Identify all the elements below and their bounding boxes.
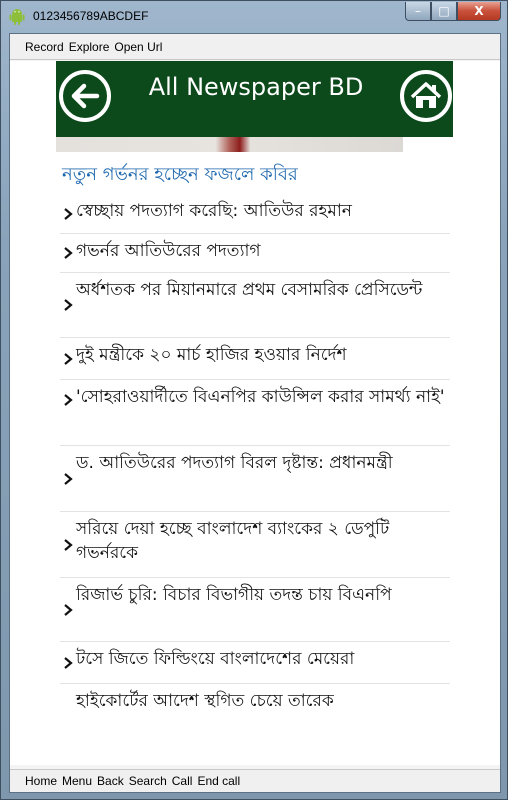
chevron-right-icon xyxy=(62,351,74,367)
home-button[interactable] xyxy=(400,70,452,122)
close-button[interactable] xyxy=(457,2,501,21)
chevron-right-icon xyxy=(62,206,74,222)
news-item[interactable] xyxy=(60,194,450,234)
window-title: 0123456789ABCDEF xyxy=(33,9,149,23)
nav-call[interactable]: Call xyxy=(171,774,193,788)
news-item[interactable] xyxy=(60,642,450,684)
menu-explore[interactable]: Explore xyxy=(68,39,110,54)
news-item[interactable] xyxy=(60,338,450,380)
news-item[interactable] xyxy=(60,380,450,446)
minimize-button[interactable] xyxy=(405,2,431,21)
minimize-icon: – xyxy=(415,4,421,18)
menu-record[interactable]: Record xyxy=(25,39,64,54)
nav-home[interactable]: Home xyxy=(25,774,58,788)
device-navbar xyxy=(10,769,500,792)
news-title: গভর্নর আতিউরের পদত্যাগ xyxy=(76,241,261,261)
news-title: সরিয়ে দেয়া হচ্ছে বাংলাদেশ ব্যাংকের ২ ডেপুটি গভর্নরকে xyxy=(76,519,390,563)
news-item[interactable] xyxy=(60,684,450,724)
chevron-right-icon xyxy=(62,245,74,261)
nav-menu[interactable]: Menu xyxy=(62,774,93,788)
news-title: হাইকোর্টের আদেশ স্থগিত চেয়ে তারেক xyxy=(76,691,334,711)
maximize-icon: □ xyxy=(438,4,450,18)
back-button[interactable] xyxy=(59,70,111,122)
banner-image xyxy=(56,137,403,152)
news-list xyxy=(60,194,450,724)
maximize-button[interactable] xyxy=(431,2,457,21)
news-title: স্বেচ্ছায় পদত্যাগ করেছি: আতিউর রহমান xyxy=(76,201,352,221)
news-item[interactable] xyxy=(60,234,450,273)
window-controls xyxy=(405,2,501,21)
close-icon: X xyxy=(474,4,484,18)
news-title: ড. আতিউরের পদত্যাগ বিরল দৃষ্টান্ত: প্রধানমন্ত্রী xyxy=(76,453,393,473)
headline-link[interactable]: নতুন গর্ভনর হচ্ছেন ফজলে কবির xyxy=(62,164,298,185)
home-icon xyxy=(404,74,448,118)
news-title: অর্ধশতক পর মিয়ানমারে প্রথম বেসামরিক প্রেসিডেন্ট xyxy=(76,280,423,300)
chevron-right-icon xyxy=(62,602,74,618)
arrow-left-icon xyxy=(63,74,107,118)
emulator-client xyxy=(9,33,501,793)
chevron-right-icon xyxy=(62,297,74,313)
nav-end-call[interactable]: End call xyxy=(197,774,241,788)
news-title: দুই মন্ত্রীকে ২০ মার্চ হাজির হওয়ার নির্দেশ xyxy=(76,345,347,365)
news-title: 'সোহরাওয়ার্দীতে বিএনপির কাউন্সিল করার সামর্থ্য নাই' xyxy=(76,387,445,407)
menubar xyxy=(10,34,500,60)
news-title: রিজার্ভ চুরি: বিচার বিভাগীয় তদন্ত চায় বিএনপি xyxy=(76,585,392,605)
news-item[interactable] xyxy=(60,578,450,642)
app-header xyxy=(56,61,453,137)
window-titlebar[interactable] xyxy=(1,1,507,33)
news-item[interactable] xyxy=(60,512,450,578)
news-item[interactable] xyxy=(60,273,450,338)
android-icon xyxy=(9,8,25,25)
chevron-right-icon xyxy=(62,655,74,671)
menu-open-url[interactable]: Open Url xyxy=(114,39,163,54)
news-title: টসে জিতে ফিল্ডিংয়ে বাংলাদেশের মেয়েরা xyxy=(76,649,355,669)
news-item[interactable] xyxy=(60,446,450,512)
chevron-right-icon xyxy=(62,537,74,553)
phone-screen[interactable] xyxy=(10,61,500,765)
chevron-right-icon xyxy=(62,471,74,487)
nav-search[interactable]: Search xyxy=(128,774,167,788)
app-title: All Newspaper BD xyxy=(148,73,364,101)
nav-back[interactable]: Back xyxy=(97,774,124,788)
chevron-right-icon xyxy=(62,392,74,408)
